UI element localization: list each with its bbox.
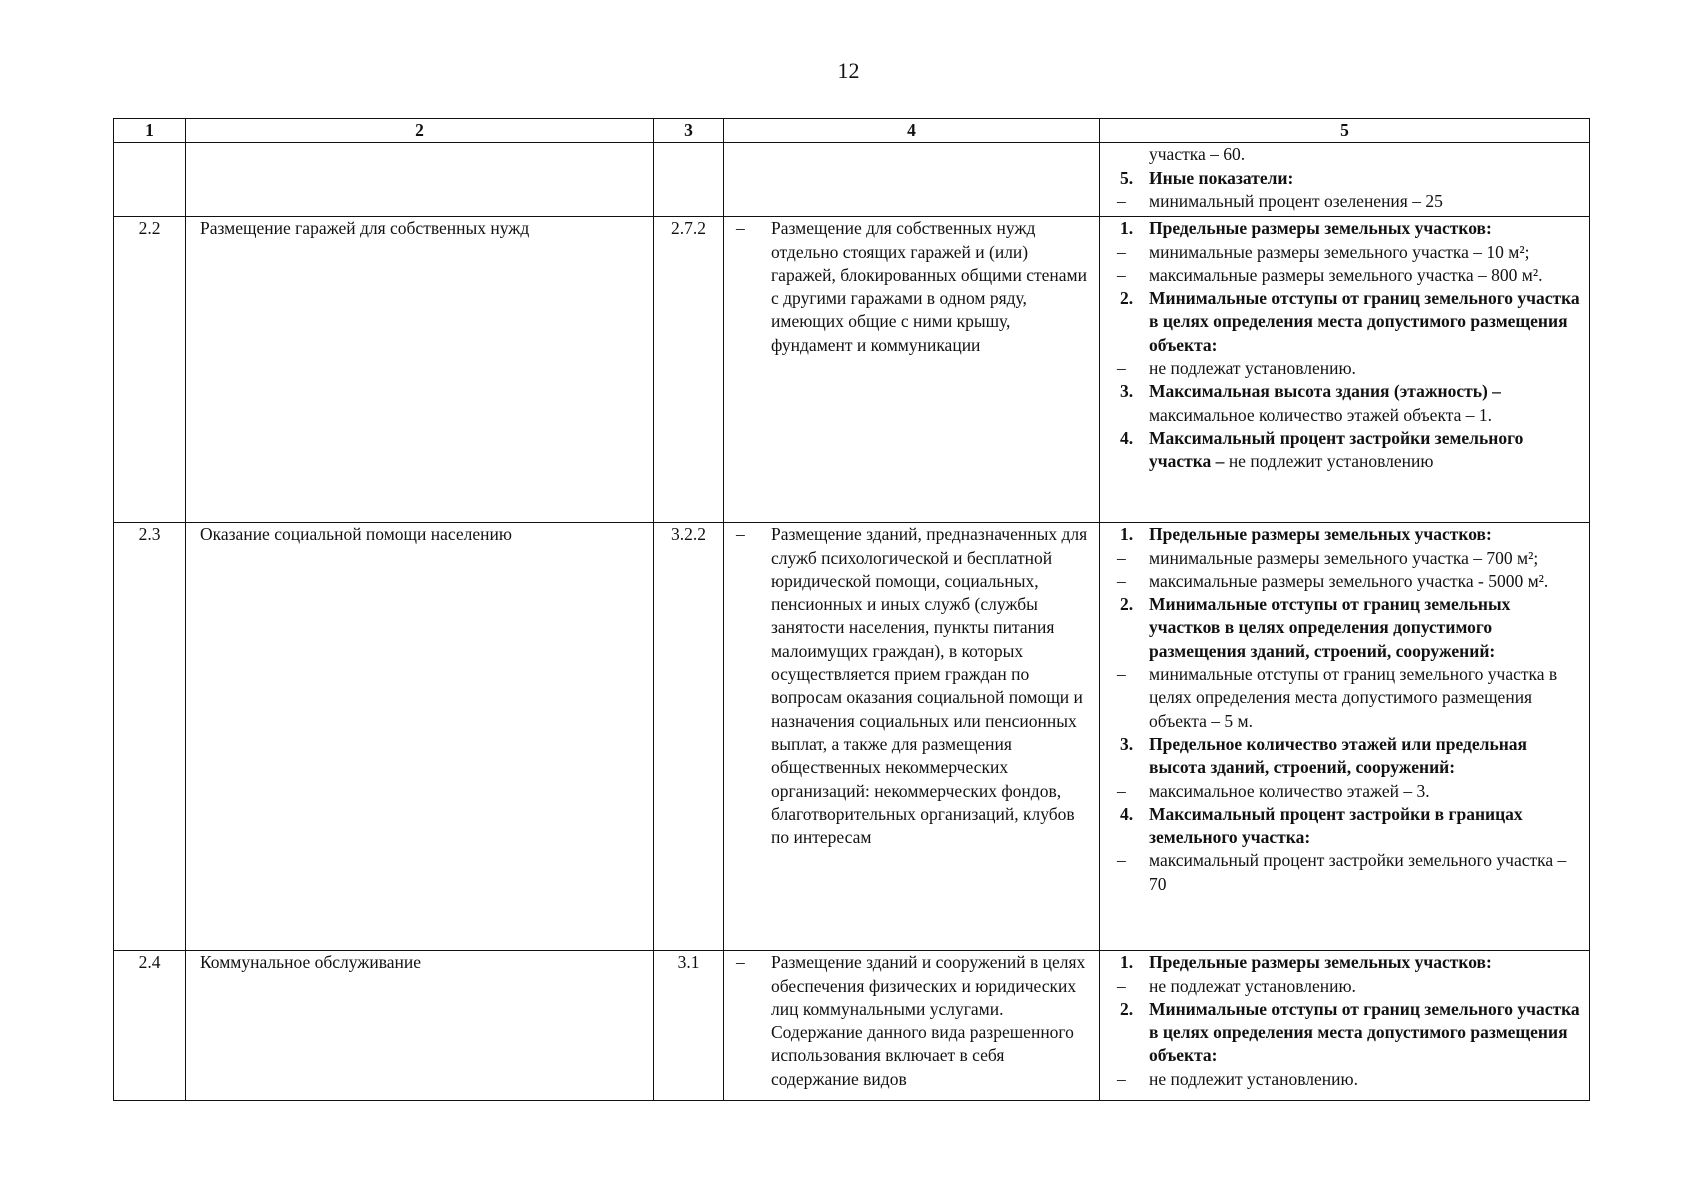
param-heading: 3. Максимальная высота здания (этажность) – максимальное количество этажей объекта – 1. (1120, 381, 1501, 425)
table-row (114, 143, 1590, 217)
param-continuation: участка – 60. (1149, 144, 1246, 165)
use-type-code (654, 143, 724, 217)
table-row (114, 951, 1590, 1101)
parameters-cell (1100, 951, 1590, 1101)
param-heading: 2. Минимальные отступы от границ земельного участка в целях определения места допустимого размещения объекта: (1120, 288, 1580, 355)
param-item: – максимальное количество этажей – 3. (1117, 780, 1430, 801)
param-heading: 2. Минимальные отступы от границ земельных участков в целях определения допустимого размещения зданий, строений, сооружений: (1120, 594, 1511, 661)
row-number (114, 143, 186, 217)
param-heading: 1. Предельные размеры земельных участков: (1120, 218, 1492, 239)
use-type-description (724, 143, 1100, 217)
use-type-code: 3.2.2 (654, 523, 724, 951)
param-heading: 4. Максимальный процент застройки земельного участка – не подлежит установлению (1120, 427, 1524, 472)
column-header: 1 (114, 119, 186, 143)
use-type-description: – Размещение для собственных нужд отдельно стоящих гаражей и (или) гаражей, блокированных общими стенами с другими гаражами в одном ряду, имеющих общие с ними крышу, фундамент и коммуникации (724, 217, 1100, 523)
param-heading: 1. Предельные размеры земельных участков: (1120, 952, 1492, 973)
use-type-name (186, 143, 654, 217)
param-heading: 3. Предельное количество этажей или предельная высота зданий, строений, сооружений: (1120, 733, 1528, 778)
table-header-row (114, 119, 1590, 143)
param-heading: 1. Предельные размеры земельных участков: (1120, 524, 1492, 545)
regulations-table (113, 118, 1590, 1101)
use-type-description: – Размещение зданий и сооружений в целях обеспечения физических и юридических лиц коммунальными услугами. Содержание данного вида разрешенного использования включает в себя содержание видов (724, 951, 1100, 1101)
column-header: 2 (186, 119, 654, 143)
param-item: – минимальные отступы от границ земельного участка в целях определения места допустимого размещения объекта – 5 м. (1117, 664, 1558, 731)
use-type-name: Коммунальное обслуживание (186, 951, 654, 1101)
param-heading: 2. Минимальные отступы от границ земельного участка в целях определения места допустимого размещения объекта: (1120, 998, 1580, 1066)
param-item: – не подлежит установлению. (1117, 1068, 1358, 1089)
param-item: – максимальные размеры земельного участка – 800 м². (1117, 264, 1543, 285)
param-item: – не подлежат установлению. (1117, 975, 1356, 996)
row-number: 2.3 (114, 523, 186, 951)
parameters-cell (1100, 523, 1590, 951)
column-header: 5 (1100, 119, 1590, 143)
param-item: – максимальные размеры земельного участка - 5000 м². (1117, 570, 1549, 591)
table-row (114, 523, 1590, 951)
param-heading: 5. Иные показатели: (1120, 167, 1294, 188)
column-header: 4 (724, 119, 1100, 143)
param-item: – минимальные размеры земельного участка – 10 м²; (1117, 241, 1530, 262)
table-row (114, 217, 1590, 523)
param-heading: 4. Максимальный процент застройки в границах земельного участка: (1120, 803, 1523, 848)
use-type-name: Оказание социальной помощи населению (186, 523, 654, 951)
parameters-cell (1100, 143, 1590, 217)
use-type-code: 3.1 (654, 951, 724, 1101)
param-item: – максимальный процент застройки земельного участка – 70 (1117, 850, 1567, 894)
param-item: – минимальные размеры земельного участка – 700 м²; (1117, 547, 1539, 568)
use-type-name: Размещение гаражей для собственных нужд (186, 217, 654, 523)
use-type-description: – Размещение зданий, предназначенных для служб психологической и бесплатной юридической помощи, социальных, пенсионных и иных служб (службы занятости населения, пункты питания малоимущих граждан), в которых осуществляется прием граждан по вопросам оказания социальной помощи и назначения социальных или пенсионных выплат, а также для размещения общественных некоммерческих организаций: некоммерческих фондов, благотворительных организаций, клубов по интересам (724, 523, 1100, 951)
page-number: 12 (837, 58, 860, 83)
use-type-code: 2.7.2 (654, 217, 724, 523)
parameters-cell (1100, 217, 1590, 523)
row-number: 2.2 (114, 217, 186, 523)
param-item: – минимальный процент озеленения – 25 (1117, 190, 1443, 211)
column-header: 3 (654, 119, 724, 143)
row-number: 2.4 (114, 951, 186, 1101)
param-item: – не подлежат установлению. (1117, 358, 1356, 379)
